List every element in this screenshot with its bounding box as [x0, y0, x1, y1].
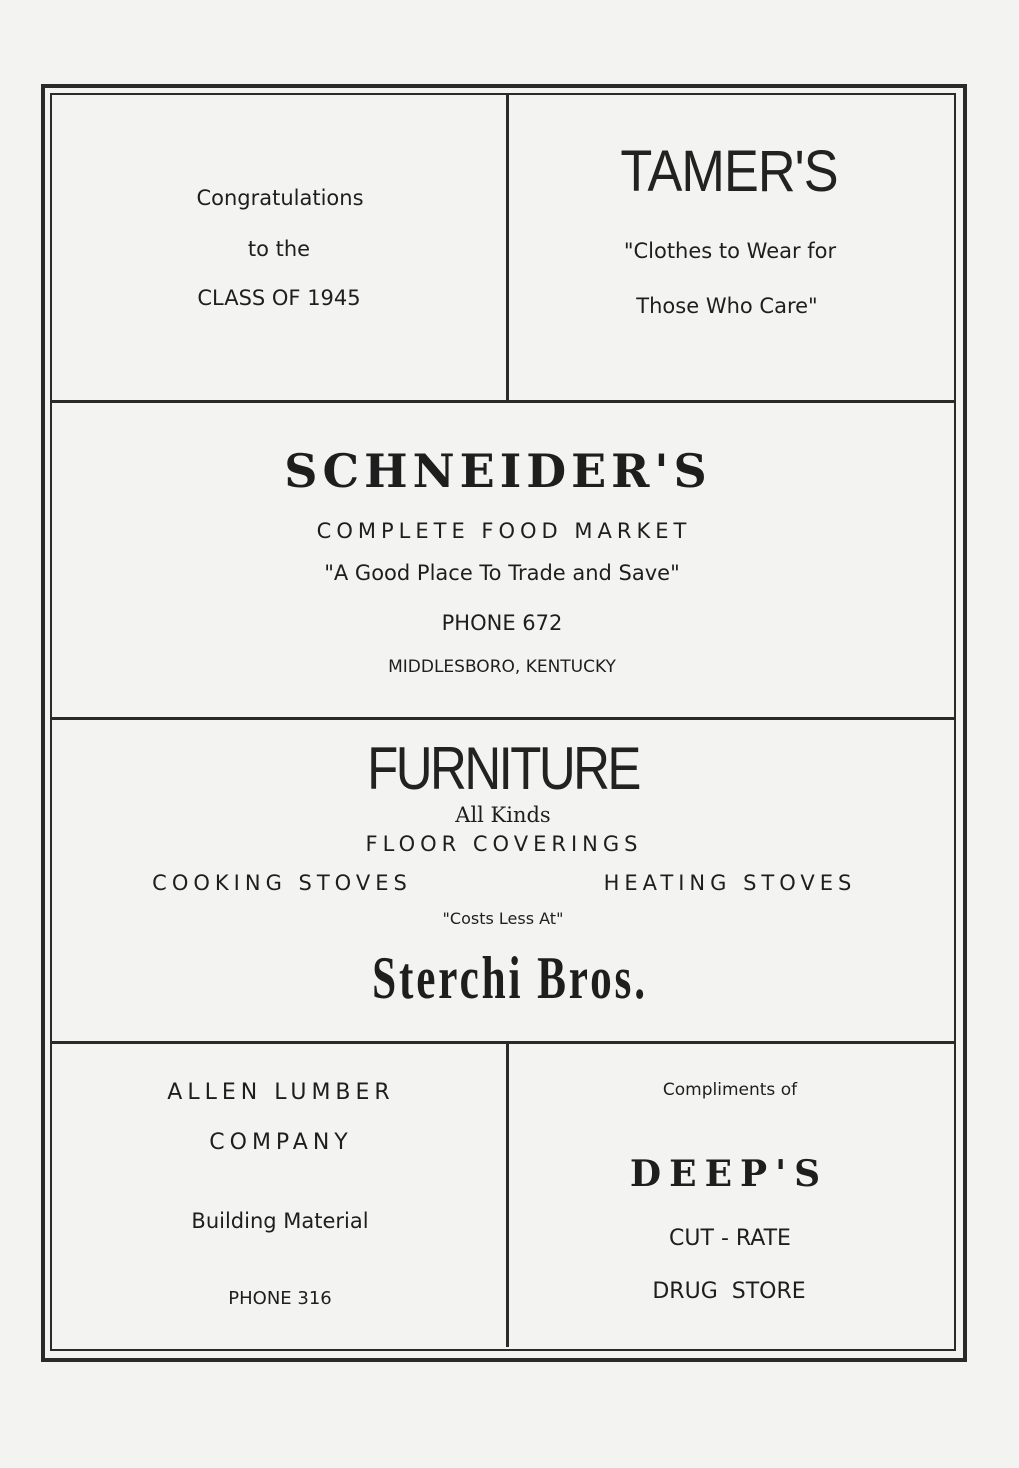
- deeps-line1: CUT - RATE: [669, 1226, 791, 1251]
- tamers-slogan2: Those Who Care": [636, 294, 818, 318]
- divider: [52, 1041, 954, 1044]
- schneiders-phone: PHONE 672: [441, 611, 563, 635]
- congrats-line3: CLASS OF 1945: [197, 286, 361, 310]
- heating-stoves: HEATING STOVES: [603, 871, 857, 895]
- deeps-line2: DRUG STORE: [652, 1279, 806, 1304]
- schneiders-city: MIDDLESBORO, KENTUCKY: [388, 657, 616, 677]
- floor-coverings: FLOOR COVERINGS: [365, 832, 643, 856]
- furniture-heading: FURNITURE: [367, 735, 639, 802]
- divider: [506, 1044, 509, 1347]
- deeps-compliments: Compliments of: [662, 1080, 798, 1100]
- schneiders-tagline: COMPLETE FOOD MARKET: [316, 519, 692, 543]
- deeps-name: DEEP'S: [629, 1153, 829, 1195]
- schneiders-slogan: "A Good Place To Trade and Save": [324, 561, 680, 585]
- allen-line1: ALLEN LUMBER: [167, 1080, 395, 1105]
- all-kinds: All Kinds: [455, 803, 551, 827]
- costs-less-at: "Costs Less At": [442, 909, 564, 928]
- divider: [506, 95, 509, 400]
- cooking-stoves: COOKING STOVES: [152, 871, 412, 895]
- schneiders-name: SCHNEIDER'S: [284, 444, 712, 498]
- congrats-line1: Congratulations: [196, 186, 364, 210]
- congrats-line2: to the: [247, 237, 311, 261]
- tamers-name: TAMER'S: [620, 139, 838, 204]
- divider: [52, 400, 954, 403]
- sterchi-name: Sterchi Bros.: [372, 945, 648, 1011]
- allen-line2: COMPANY: [209, 1130, 353, 1155]
- allen-phone: PHONE 316: [228, 1288, 332, 1309]
- allen-material: Building Material: [191, 1209, 369, 1233]
- divider: [52, 717, 954, 720]
- tamers-slogan1: "Clothes to Wear for: [623, 239, 837, 263]
